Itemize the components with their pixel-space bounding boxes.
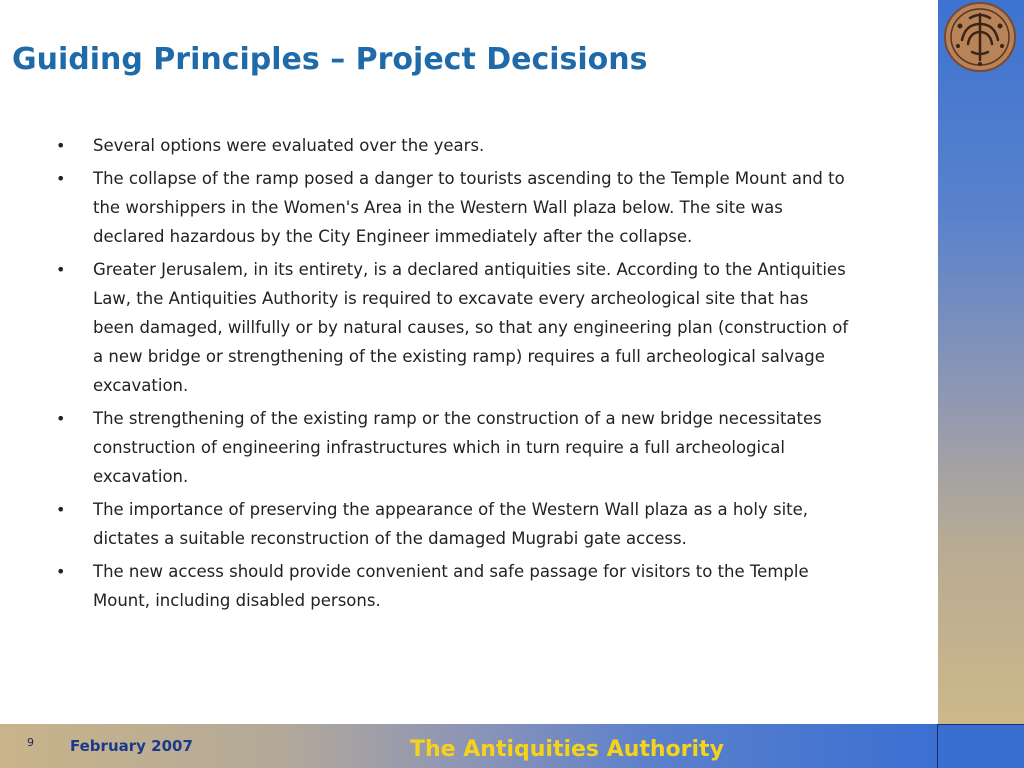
page-number: 9 [27, 736, 34, 749]
bullet-text: The importance of preserving the appearance of the Western Wall plaza as a holy site, dictates a suitable reconstruction of the damaged Mugrabi gate access. [93, 500, 809, 548]
bullet-icon: • [56, 409, 66, 428]
bullet-icon: • [56, 562, 66, 581]
slide-title: Guiding Principles – Project Decisions [12, 42, 648, 77]
bullet-item [52, 131, 852, 160]
footer-corner-block [938, 724, 1024, 768]
footer-divider [937, 724, 938, 768]
bullet-text: The new access should provide convenient and safe passage for visitors to the Temple Mount, including disabled persons. [93, 562, 809, 610]
bullet-item [52, 164, 852, 251]
footer-organization-name: The Antiquities Authority [410, 737, 724, 762]
bullet-list [52, 131, 852, 619]
bullet-text: Greater Jerusalem, in its entirety, is a declared antiquities site. According to the Antiquities Law, the Antiquities Authority is required to excavate every archeological site that has been damaged, willfully or by natural causes, so that any engineering plan (construction of a new bridge or strengthening of the existing ramp) requires a full archeological salvage excavation. [93, 260, 849, 395]
bullet-text: Several options were evaluated over the years. [93, 136, 485, 155]
footer-date: February 2007 [70, 737, 193, 755]
bullet-icon: • [56, 500, 66, 519]
bullet-icon: • [56, 260, 66, 279]
bullet-text: The strengthening of the existing ramp or the construction of a new bridge necessitates construction of engineering infrastructures which in turn require a full archeological excavation. [93, 409, 822, 486]
bullet-item [52, 255, 852, 400]
footer-divider [938, 724, 1024, 725]
bullet-icon: • [56, 169, 66, 188]
bullet-icon: • [56, 136, 66, 155]
bullet-item [52, 557, 852, 615]
bullet-item [52, 404, 852, 491]
antiquities-authority-logo-icon [940, 0, 1020, 76]
bullet-text: The collapse of the ramp posed a danger to tourists ascending to the Temple Mount and to the worshippers in the Women's Area in the Western Wall plaza below. The site was declared hazardous by the City Engineer immediately after the collapse. [93, 169, 845, 246]
bullet-item [52, 495, 852, 553]
side-decorative-bar [938, 0, 1024, 724]
